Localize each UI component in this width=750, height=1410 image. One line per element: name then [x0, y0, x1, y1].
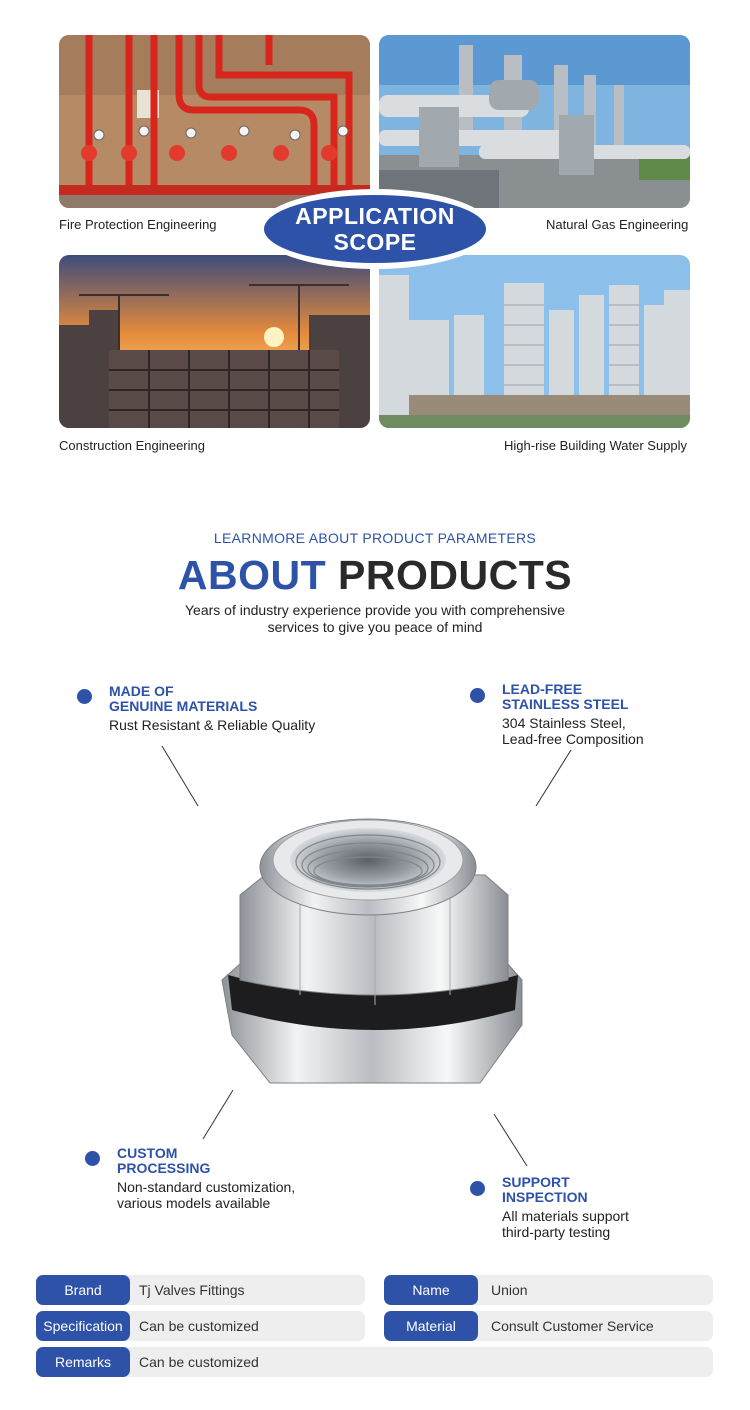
- bullet-dot: [470, 688, 485, 703]
- spec-label-remarks: Remarks: [36, 1347, 130, 1377]
- callout-line-2: [536, 750, 571, 806]
- spec-label-specification: Specification: [36, 1311, 130, 1341]
- feature-title-line-1: SUPPORT: [502, 1174, 570, 1190]
- feature-desc-line-2: various models available: [117, 1195, 271, 1211]
- callout-line-1: [162, 746, 198, 806]
- feature-title-line-2: INSPECTION: [502, 1189, 588, 1205]
- badge-line-1: APPLICATION: [295, 203, 455, 229]
- bullet-dot: [470, 1181, 485, 1196]
- spec-value-name: Union: [384, 1275, 713, 1305]
- spec-value-specification: Can be customized: [36, 1311, 365, 1341]
- title-dark-part: PRODUCTS: [338, 552, 573, 598]
- caption-high-rise: High-rise Building Water Supply: [504, 438, 688, 453]
- spec-label-brand: Brand: [36, 1275, 130, 1305]
- feature-title-line-1: CUSTOM: [117, 1145, 178, 1161]
- feature-desc-line-2: third-party testing: [502, 1224, 611, 1240]
- spec-value-brand: Tj Valves Fittings: [36, 1275, 365, 1305]
- spec-label-material: Material: [384, 1311, 478, 1341]
- caption-construction: Construction Engineering: [59, 438, 205, 453]
- spec-value-material: Consult Customer Service: [384, 1311, 713, 1341]
- spec-label-name: Name: [384, 1275, 478, 1305]
- feature-desc-line-1: Non-standard customization,: [117, 1179, 296, 1195]
- section-kicker: LEARNMORE ABOUT PRODUCT PARAMETERS: [213, 530, 537, 546]
- product-image: [210, 805, 540, 1105]
- subtitle-line-2: services to give you peace of mind: [267, 619, 483, 635]
- title-blue-part: ABOUT: [177, 552, 327, 598]
- bullet-dot: [85, 1151, 100, 1166]
- badge-line-2: SCOPE: [333, 229, 417, 255]
- caption-natural-gas: Natural Gas Engineering: [546, 217, 689, 232]
- caption-fire-protection: Fire Protection Engineering: [59, 217, 217, 232]
- feature-desc-line-1: All materials support: [502, 1208, 629, 1224]
- spec-value-remarks: Can be customized: [36, 1347, 713, 1377]
- subtitle-line-1: Years of industry experience provide you with comprehensive: [184, 602, 566, 618]
- feature-desc-line-1: 304 Stainless Steel,: [502, 715, 626, 731]
- feature-desc-line-2: Lead-free Composition: [502, 731, 644, 747]
- callout-line-4: [494, 1114, 527, 1166]
- feature-title-line-2: STAINLESS STEEL: [502, 696, 629, 712]
- feature-title-line-2: GENUINE MATERIALS: [109, 698, 258, 714]
- feature-title-line-2: PROCESSING: [117, 1160, 211, 1176]
- feature-title-line-1: MADE OF: [109, 683, 174, 699]
- feature-title-line-1: LEAD-FREE: [502, 681, 583, 697]
- bullet-dot: [77, 689, 92, 704]
- feature-desc-line-1: Rust Resistant & Reliable Quality: [109, 717, 316, 733]
